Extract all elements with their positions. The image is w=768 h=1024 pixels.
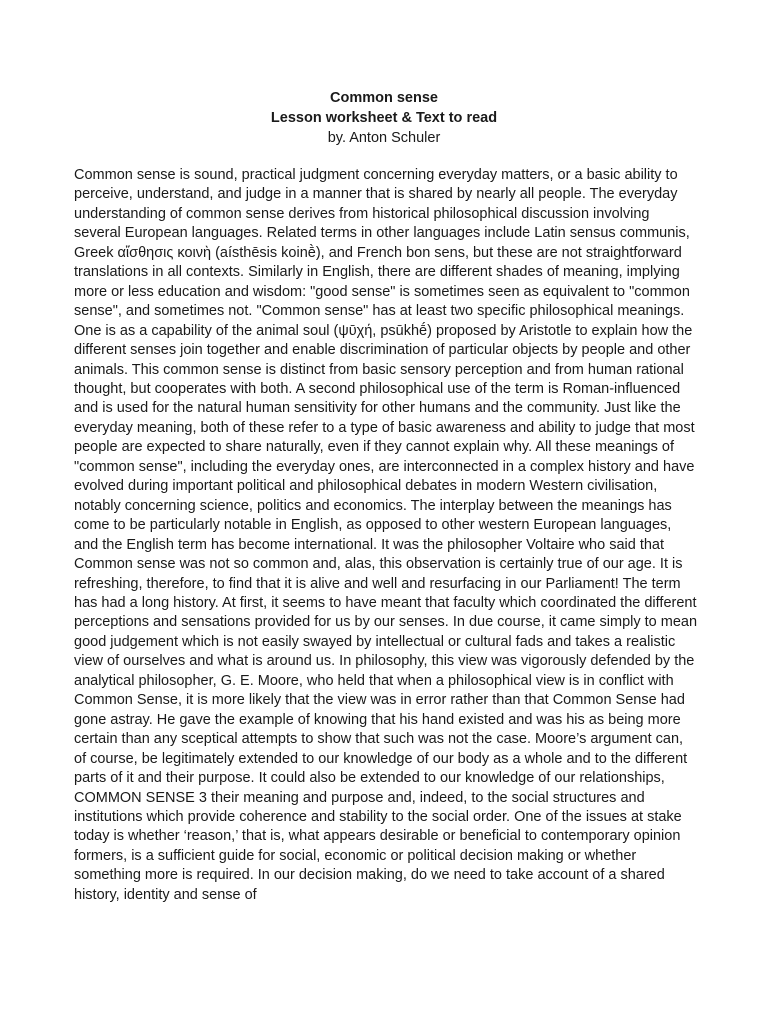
body-paragraph: Common sense is sound, practical judgment concerning everyday matters, or a basic ability to perceive, understand, and judge in a manner that is shared by nearly all people. The everyday understanding of common sense derives from historical philosophical discussion involving several European languages. Related terms in other languages include Latin sensus communis, Greek αἴσθησις κοινὴ (aísthēsis koinḕ), and French bon sens, but these are not straightforward translations in all contexts. Similarly in English, there are different shades of meaning, implying more or less education and wisdom: "good sense" is sometimes seen as equivalent to "common sense", and sometimes not. "Common sense" has at least two specific philosophical meanings. One is as a capability of the animal soul (ψῡχή, psūkhḗ) proposed by Aristotle to explain how the different senses join together and enable discrimination of particular objects by people and other animals. This common sense is distinct from basic sensory perception and from human rational thought, but cooperates with both. A second philosophical use of the term is Roman-influenced and is used for the natural human sensitivity for other humans and the community. Just like the everyday meaning, both of these refer to a type of basic awareness and ability to judge that most people are expected to share naturally, even if they cannot explain why. All these meanings of "common sense", including the everyday ones, are interconnected in a complex history and have evolved during important political and philosophical debates in modern Western civilisation, notably concerning science, politics and economics. The interplay between the meanings has come to be particularly notable in English, as opposed to other western European languages, and the English term has become international. It was the philosopher Voltaire who said that Common sense was not so common and, alas, this observation is certainly true of our age. It is refreshing, therefore, to find that it is alive and well and resurfacing in our Parliament! The term has had a long history. At first, it seems to have meant that faculty which coordinated the different perceptions and sensations provided for us by our senses. In due course, it came simply to mean good judgement which is not easily swayed by intellectual or cultural fads and takes a realistic view of ourselves and what is around us. In philosophy, this view was vigorously defended by the analytical philosopher, G. E. Moore, who held that when a philosophical view is in conflict with Common Sense, it is more likely that the view was in error rather than that Common Sense had gone astray. He gave the example of knowing that his hand existed and was his as being more certain than any sceptical attempts to show that such was not the case. Moore’s argument can, of course, be legitimately extended to our knowledge of our body as a whole and to the different parts of it and their purpose. It could also be extended to our knowledge of our relationships, COMMON SENSE 3 their meaning and purpose and, indeed, to the social structures and institutions which provide coherence and stability to the social order. One of the issues at stake today is whether ‘reason,’ that is, what appears desirable or beneficial to contemporary opinion formers, is a sufficient guide for social, economic or political decision making or whether something more is required. In our decision making, do we need to take account of a shared history, identity and sense of bbox=[74, 167, 698, 903]
document-title: Common sense bbox=[330, 90, 438, 106]
document-subtitle: Lesson worksheet & Text to read bbox=[270, 110, 498, 126]
document-header bbox=[0, 88, 768, 148]
document-author: by. Anton Schuler bbox=[327, 130, 441, 146]
